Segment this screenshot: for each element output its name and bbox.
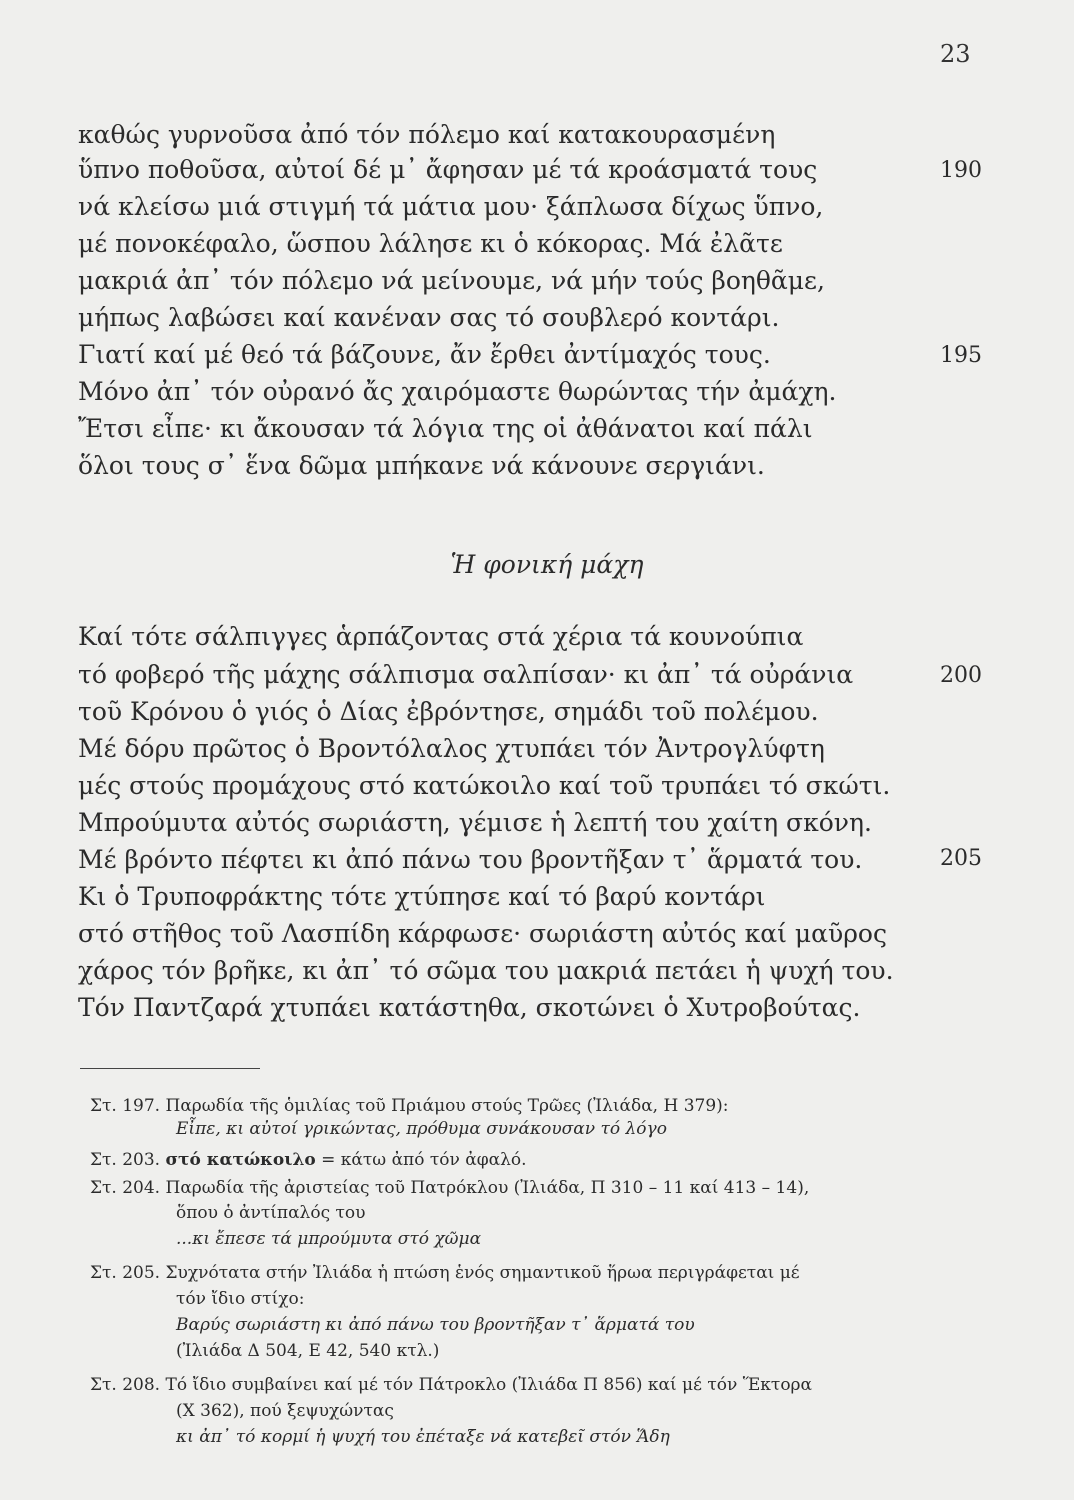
verse-line: καθώς γυρνοῦσα ἀπό τόν πόλεμο καί κατακουρασμένη <box>78 120 776 149</box>
line-number: 190 <box>940 158 982 183</box>
verse-line: μακριά ἀπ᾽ τόν πόλεμο νά μείνουμε, νά μήν τούς βοηθᾶμε, <box>78 266 825 295</box>
footnote-label: Στ. 204. <box>90 1178 161 1198</box>
footnote-text: Παρωδία τῆς ἀριστείας τοῦ Πατρόκλου (Ἰλιάδα, Π 310 – 11 καί 413 – 14), <box>165 1178 810 1198</box>
footnote-quote: ...κι ἔπεσε τά μπρούμυτα στό χῶμα <box>176 1229 482 1249</box>
verse-line: Μόνο ἀπ᾽ τόν οὐρανό ἄς χαιρόμαστε θωρώντας τήν ἀμάχη. <box>78 377 837 406</box>
verse-line: τό φοβερό τῆς μάχης σάλπισμα σαλπίσαν· κι ἀπ᾽ τά οὐράνια <box>78 660 854 689</box>
verse-line: ὅλοι τους σ᾽ ἕνα δῶμα μπήκανε νά κάνουνε σεργιάνι. <box>78 451 765 480</box>
footnote-label: Στ. 203. <box>90 1150 161 1170</box>
footnote-label: Στ. 205. <box>90 1263 161 1283</box>
verse-line: μές στούς προμάχους στό κατώκοιλο καί τοῦ τρυπάει τό σκώτι. <box>78 771 891 800</box>
footnote-text: Παρωδία τῆς ὁμιλίας τοῦ Πριάμου στούς Τρῶες (Ἰλιάδα, Η 379): <box>165 1096 729 1116</box>
line-number: 200 <box>940 663 982 688</box>
footnote-205 <box>90 1262 990 1284</box>
footnote-203 <box>90 1149 990 1171</box>
section-heading: Ἡ φονική μάχη <box>450 550 644 579</box>
line-number: 195 <box>940 343 982 368</box>
footnote-quote: κι ἀπ᾽ τό κορμί ἡ ψυχή του ἐπέταξε νά κατεβεῖ στόν Ἅδη <box>176 1427 670 1447</box>
footnote-quote: Βαρύς σωριάστη κι ἀπό πάνω του βροντῆξαν τ᾽ ἅρματά του <box>176 1315 695 1335</box>
verse-line: μήπως λαβώσει καί κανέναν σας τό σουβλερό κοντάρι. <box>78 303 780 332</box>
footnote-rule <box>80 1068 260 1069</box>
footnote-204 <box>90 1177 990 1199</box>
footnote-197 <box>90 1095 990 1117</box>
verse-line: μέ πονοκέφαλο, ὥσπου λάλησε κι ὁ κόκορας. Μά ἐλᾶτε <box>78 229 783 258</box>
footnote-quote: Εἶπε, κι αὐτοί γρικώντας, πρόθυμα συνάκουσαν τό λόγο <box>176 1119 667 1139</box>
verse-line: Καί τότε σάλπιγγες ἁρπάζοντας στά χέρια τά κουνούπια <box>78 622 804 651</box>
footnote-term: στό κατώκοιλο <box>165 1150 316 1170</box>
page-number: 23 <box>940 40 971 68</box>
verse-line: Μπρούμυτα αὐτός σωριάστη, γέμισε ἡ λεπτή του χαίτη σκόνη. <box>78 808 872 837</box>
footnote-continuation: ὅπου ὁ ἀντίπαλός του <box>176 1203 366 1223</box>
footnote-continuation: (Χ 362), πού ξεψυχώντας <box>176 1401 394 1421</box>
verse-line: Ἔτσι εἶπε· κι ἄκουσαν τά λόγια της οἱ ἀθάνατοι καί πάλι <box>78 414 813 443</box>
footnote-text: Τό ἴδιο συμβαίνει καί μέ τόν Πάτροκλο (Ἰλιάδα Π 856) καί μέ τόν Ἕκτορα <box>165 1375 813 1395</box>
verse-line: τοῦ Κρόνου ὁ γιός ὁ Δίας ἐβρόντησε, σημάδι τοῦ πολέμου. <box>78 697 819 726</box>
line-number: 205 <box>940 846 982 871</box>
footnote-208 <box>90 1374 990 1396</box>
verse-line: Μέ δόρυ πρῶτος ὁ Βροντόλαλος χτυπάει τόν Ἀντρογλύφτη <box>78 734 825 763</box>
footnote-continuation: τόν ἴδιο στίχο: <box>176 1289 305 1309</box>
verse-line: στό στῆθος τοῦ Λασπίδη κάρφωσε· σωριάστη αὐτός καί μαῦρος <box>78 919 887 948</box>
footnote-label: Στ. 197. <box>90 1096 161 1116</box>
verse-line: νά κλείσω μιά στιγμή τά μάτια μου· ξάπλωσα δίχως ὕπνο, <box>78 192 824 221</box>
verse-line: Κι ὁ Τρυποφράκτης τότε χτύπησε καί τό βαρύ κοντάρι <box>78 882 766 911</box>
verse-line: χάρος τόν βρῆκε, κι ἀπ᾽ τό σῶμα του μακριά πετάει ἡ ψυχή του. <box>78 956 894 985</box>
footnote-text: = κάτω ἀπό τόν ἀφαλό. <box>315 1150 527 1170</box>
verse-line: Τόν Παντζαρά χτυπάει κατάστηθα, σκοτώνει ὁ Χυτροβούτας. <box>78 993 861 1022</box>
footnote-label: Στ. 208. <box>90 1375 161 1395</box>
footnote-text: Συχνότατα στήν Ἰλιάδα ἡ πτώση ἑνός σημαντικοῦ ἥρωα περιγράφεται μέ <box>165 1263 800 1283</box>
verse-line: Μέ βρόντο πέφτει κι ἀπό πάνω του βροντῆξαν τ᾽ ἅρματά του. <box>78 845 863 874</box>
verse-line: ὕπνο ποθοῦσα, αὐτοί δέ μ᾽ ἄφησαν μέ τά κροάσματά τους <box>78 155 818 184</box>
verse-line: Γιατί καί μέ θεό τά βάζουνε, ἄν ἔρθει ἀντίμαχός τους. <box>78 340 771 369</box>
footnote-reference: (Ἰλιάδα Δ 504, Ε 42, 540 κτλ.) <box>176 1341 440 1361</box>
